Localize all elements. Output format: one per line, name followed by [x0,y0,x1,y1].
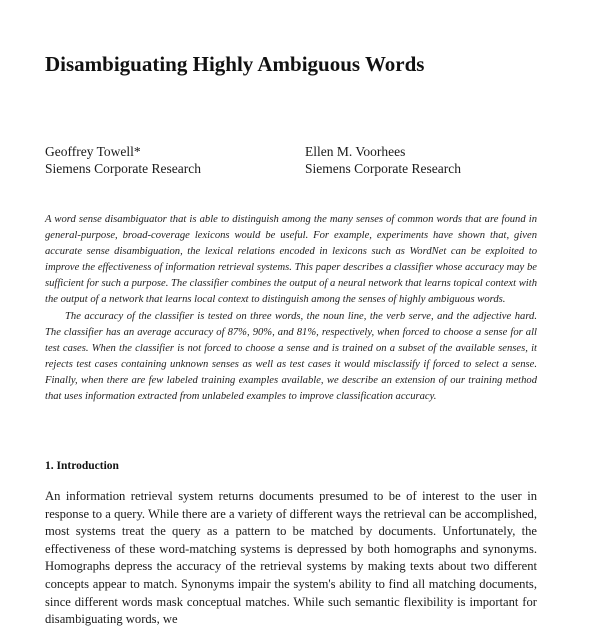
author-affiliation: Siemens Corporate Research [305,161,461,176]
section-heading: 1. Introduction [45,460,119,472]
author-affiliation: Siemens Corporate Research [45,161,201,176]
abstract-paragraph-2: The accuracy of the classifier is tested on three words, the noun line, the verb serve, and the adjective hard. The classifier has an average accuracy of 87%, 90%, and 81%, respectively, when forced to choose a sense for all test cases. When the classifier is not forced to choose a sense and is trained on a subset of the available senses, it rejects test cases containing unknown senses as well as test cases it would misclassify if forced to select a sense. Finally, when there are few labeled training examples available, we describe an extension of our training method that uses information extracted from unlabeled examples to improve classification accuracy. [45,310,537,403]
introduction-paragraph: An information retrieval system returns documents presumed to be of interest to the user in response to a query. While there are a variety of different ways the retrieval can be accomplished, most systems treat the query as a pattern to be matched by documents. Unfortunately, the effectiveness of these word-matching systems is depressed by both homographs and synonyms. Homographs depress the accuracy of the retrieval systems by making texts about two different concepts appear to match. Synonyms impair the system's ability to find all matching documents, since different words mask conceptual matches. While such semantic flexibility is important for disambiguating words, we [45,489,537,627]
abstract-paragraph-1: A word sense disambiguator that is able to distinguish among the many senses of common words that are found in general-purpose, broad-coverage lexicons would be useful. For example, experiments have shown that, given accurate sense disambiguation, the lexical relations encoded in lexicons such as WordNet can be exploited to improve the effectiveness of information retrieval systems. This paper describes a classifier whose accuracy may be sufficient for such a purpose. The classifier combines the output of a neural network that learns topical context with the output of a network that learns local context to distinguish among the senses of highly ambiguous words. [45,214,537,306]
paper-title: Disambiguating Highly Ambiguous Words [45,52,425,76]
abstract [45,212,537,405]
author-block-1 [45,143,201,177]
author-name: Ellen M. Voorhees [305,144,406,159]
author-block-2 [305,143,461,177]
author-name: Geoffrey Towell* [45,144,141,159]
